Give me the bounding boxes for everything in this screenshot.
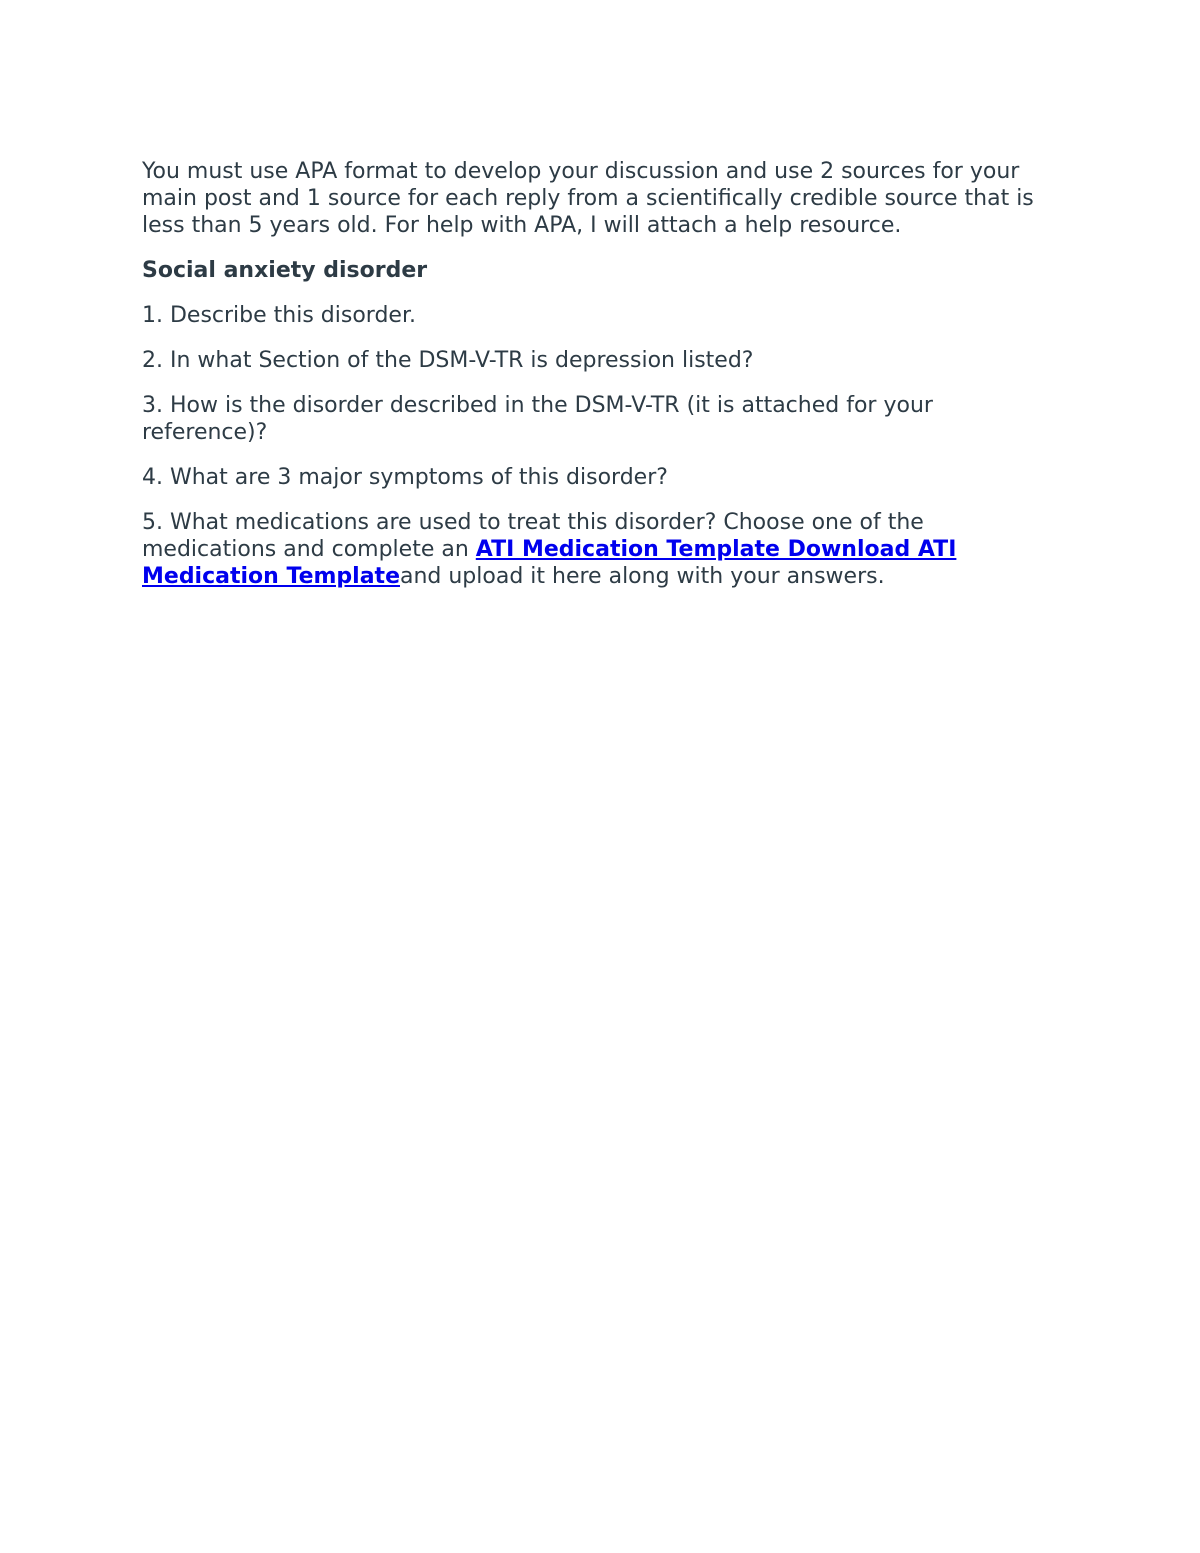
ati-medication-template-link[interactable]: ATI Medication Template Download ATI Medication Template [142, 537, 957, 589]
question-5-text: 5. What medications are used to treat this disorder? Choose one of the medications and complete an [142, 510, 924, 562]
question-5-tail: and upload it here along with your answers. [399, 564, 885, 589]
question-2: 2. In what Section of the DSM-V-TR is depression listed? [142, 348, 754, 373]
question-4: 4. What are 3 major symptoms of this disorder? [142, 465, 668, 490]
question-3: 3. How is the disorder described in the DSM-V-TR (it is attached for your reference)? [142, 393, 933, 445]
question-1: 1. Describe this disorder. [142, 303, 416, 328]
section-heading: Social anxiety disorder [142, 258, 428, 283]
document-body [142, 158, 1042, 608]
question-5 [142, 509, 1042, 590]
intro-paragraph: You must use APA format to develop your discussion and use 2 sources for your main post and 1 source for each reply from a scientifically credible source that is less than 5 years old. For help with APA, I will attach a help resource. [142, 159, 1034, 238]
